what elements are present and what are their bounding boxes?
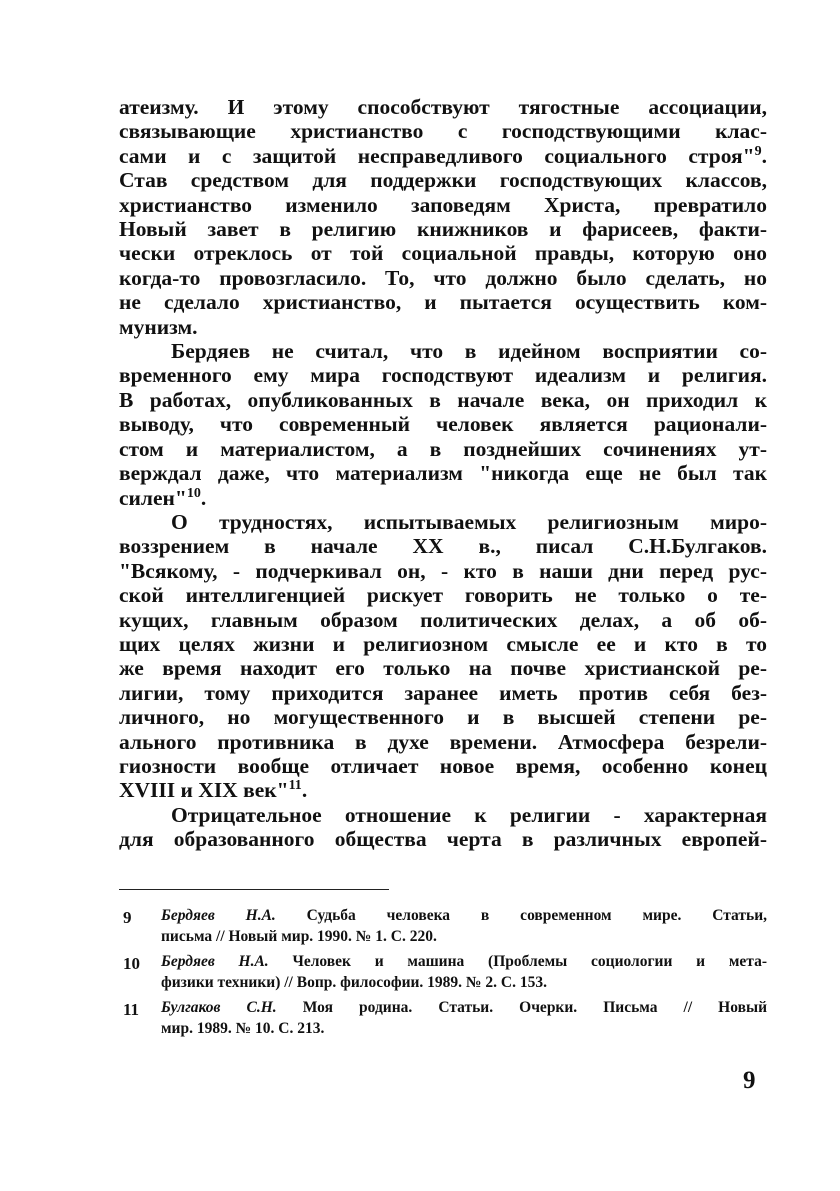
main-text	[119, 95, 767, 852]
text-line: ального противника в духе времени. Атмосфера безрели-	[119, 729, 767, 754]
text-line: личного, но могущественного и в высшей степени ре-	[119, 705, 767, 730]
text-line: щих целях жизни и религиозном смысле ее и кто в то	[119, 631, 767, 656]
footnote-line: Булгаков С.Н. Моя родина. Статьи. Очерки. Письма // Новый	[161, 999, 768, 1016]
text-line: когда-то провозгласило. То, что должно было сделать, но	[119, 265, 767, 290]
text-line: связывающие христианство с господствующими клас-	[119, 119, 767, 144]
footnote-line: Бердяев Н.А. Судьба человека в современном мире. Статьи,	[161, 907, 767, 924]
footnote-10	[119, 951, 767, 993]
text-line: христианство изменило заповедям Христа, превратило	[119, 192, 767, 217]
footnote-number: 9	[123, 908, 132, 927]
text-line: воззрением в начале XX в., писал С.Н.Булгаков.	[119, 534, 767, 559]
footnote-author: Бердяев Н.А.	[161, 953, 269, 970]
text-line: лигии, тому приходится заранее иметь против себя без-	[119, 680, 767, 705]
text-line: выводу, что современный человек является рационали-	[119, 412, 767, 437]
text-line: чески отреклось от той социальной правды, которую оно	[119, 241, 767, 266]
footnote-separator	[119, 889, 389, 890]
text-line: не сделало христианство, и пытается осуществить ком-	[119, 290, 767, 315]
paragraph-4	[119, 803, 767, 852]
footnote-author: Булгаков С.Н.	[161, 999, 277, 1016]
text-line: временного ему мира господствуют идеализм и религия.	[119, 363, 767, 388]
text-line: ской интеллигенцией рискует говорить не только о те-	[119, 583, 767, 608]
text-line: атеизму. И этому способствуют тягостные ассоциации,	[119, 95, 767, 119]
text-line: гиозности вообще отличает новое время, особенно конец	[119, 753, 767, 778]
text-line: силен"$^{10}$.	[119, 485, 207, 510]
footnote-number: 11	[123, 1000, 140, 1019]
text-line: В работах, опубликованных в начале века, он приходил к	[119, 387, 767, 412]
text-line: верждал даже, что материализм "никогда еще не был так	[119, 461, 767, 486]
footnotes	[119, 905, 767, 1043]
text-line: сами и с защитой несправедливого социального строя"$^9$.	[119, 143, 767, 168]
footnote-line: Бердяев Н.А. Человек и машина (Проблемы социологии и мета-	[161, 953, 767, 970]
text-line: Новый завет в религию книжников и фарисеев, факти-	[119, 217, 767, 242]
text-line: кущих, главным образом политических делах, а об об-	[119, 607, 767, 632]
text-line: Отрицательное отношение к религии - характерная	[171, 802, 767, 827]
text-line: О трудностях, испытываемых религиозным миро-	[171, 509, 767, 534]
page-number: 9	[743, 1067, 756, 1094]
paragraph-2	[119, 339, 767, 510]
text-line: для образованного общества черта в различных европей-	[119, 827, 767, 852]
text-line: стом и материалистом, а в позднейших сочинениях ут-	[119, 436, 767, 461]
paragraph-1	[119, 95, 767, 339]
footnote-11	[119, 997, 767, 1039]
text-line: Став средством для поддержки господствующих классов,	[119, 168, 767, 193]
footnote-line: письма // Новый мир. 1990. № 1. С. 220.	[161, 928, 437, 945]
footnote-author: Бердяев Н.А.	[161, 907, 276, 924]
footnote-line: мир. 1989. № 10. С. 213.	[161, 1020, 325, 1037]
footnote-ref: 10	[186, 485, 201, 501]
text-line: "Всякому, - подчеркивал он, - кто в наши дни перед рус-	[119, 558, 767, 583]
footnote-line: физики техники) // Вопр. философии. 1989. № 2. С. 153.	[161, 974, 547, 991]
text-line: Бердяев не считал, что в идейном восприятии со-	[171, 339, 767, 364]
paragraph-3	[119, 510, 767, 803]
text-line: мунизм.	[119, 314, 198, 339]
footnote-ref: 11	[288, 778, 302, 794]
footnote-number: 10	[123, 954, 140, 973]
footnote-9	[119, 905, 767, 947]
text-line: же время находит его только на почве христианской ре-	[119, 656, 767, 681]
footnote-ref: 9	[754, 143, 762, 159]
text-line: XVIII и XIX век"$^{11}$.	[119, 778, 308, 803]
